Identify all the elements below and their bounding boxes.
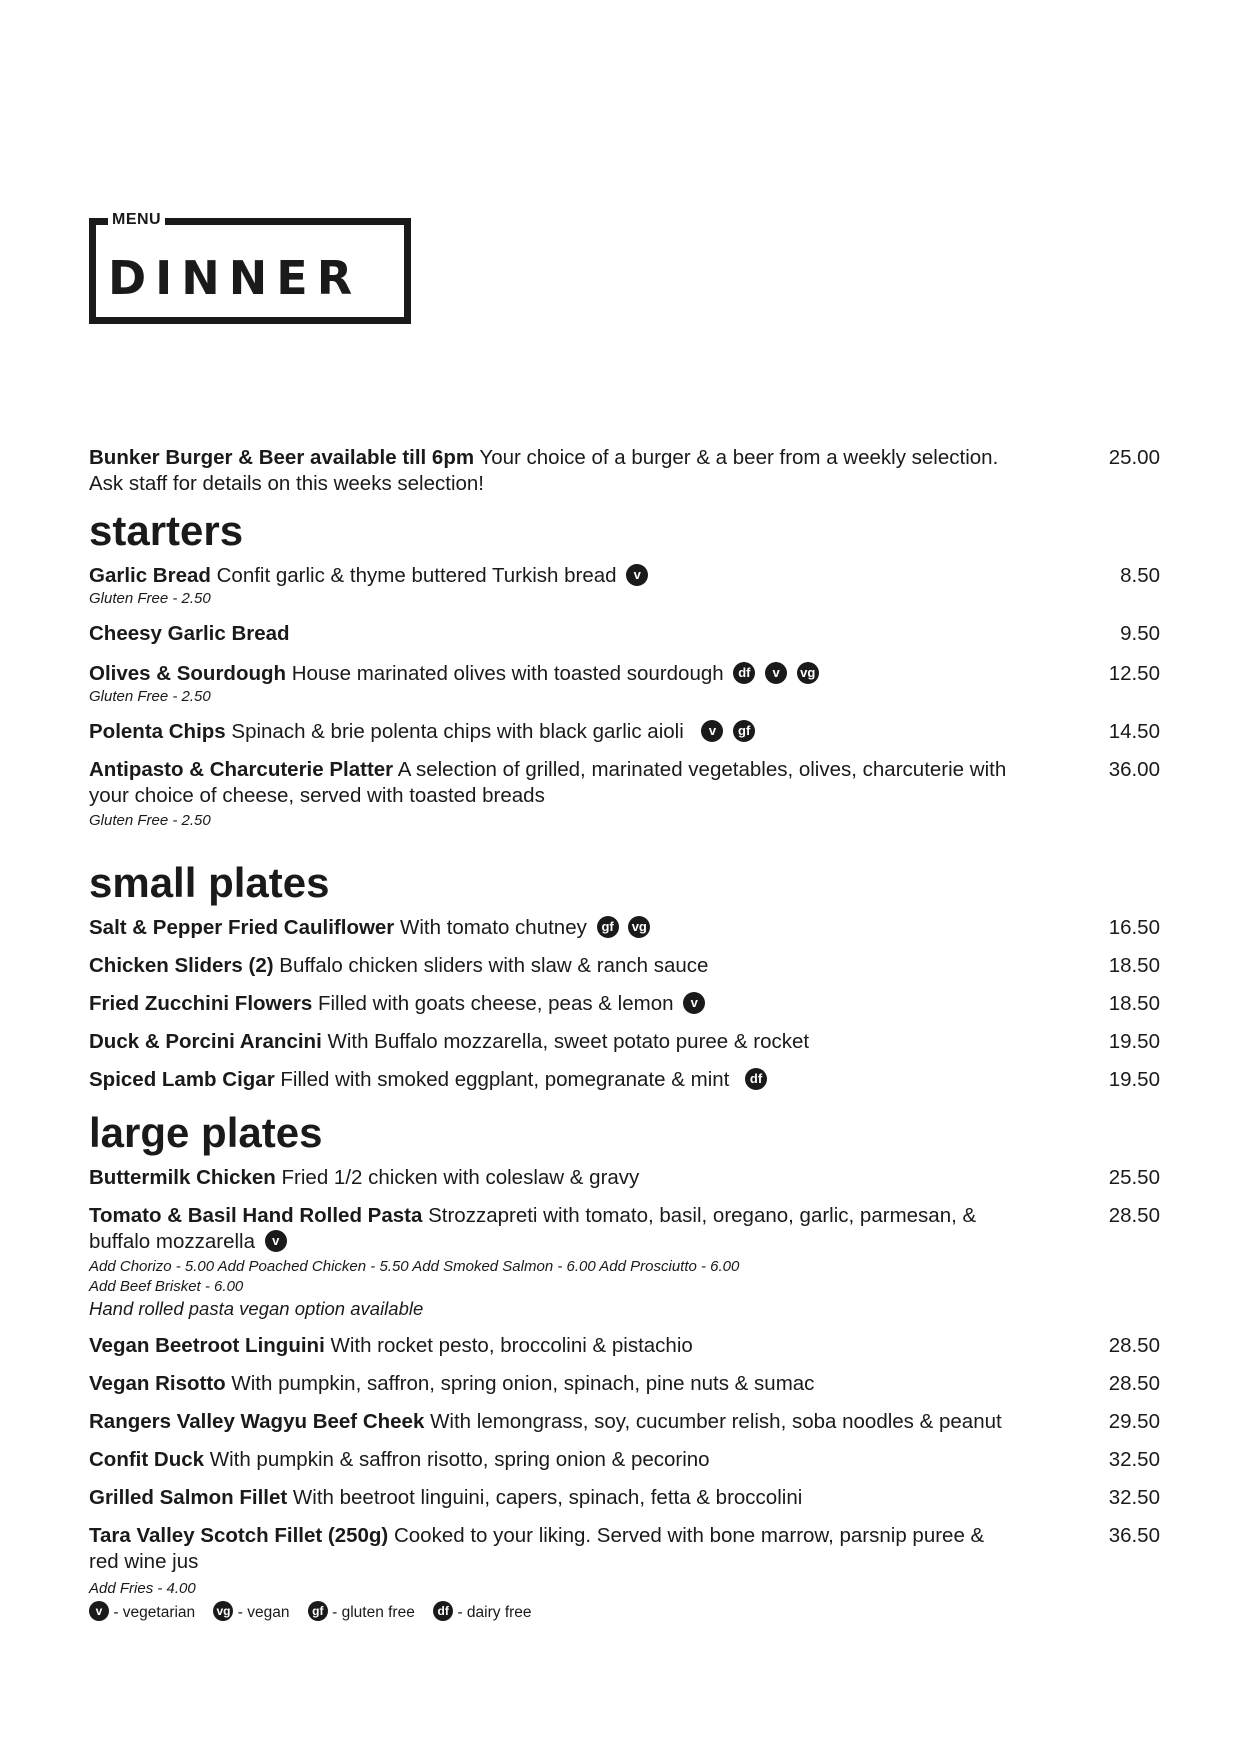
dairy-free-badge-icon: df (733, 662, 755, 684)
gluten-free-badge-icon: gf (733, 720, 755, 742)
item-name: Vegan Beetroot Linguini (89, 1334, 325, 1357)
menu-title: DINNER (108, 251, 362, 305)
item-desc: With rocket pesto, broccolini & pistachio (330, 1334, 693, 1357)
item-desc: With beetroot linguini, capers, spinach, fetta & broccolini (292, 1486, 803, 1509)
item-desc: A selection of grilled, marinated vegetables, olives, charcuterie with your choice of cheese, served with toasted breads (89, 758, 1007, 807)
item-price: 9.50 (1120, 622, 1160, 645)
promo-item (89, 445, 1160, 497)
item-price: 28.50 (1108, 1204, 1160, 1227)
item-desc: Filled with smoked eggplant, pomegranate & mint (280, 1068, 730, 1091)
item-price: 16.50 (1108, 916, 1160, 939)
menu-label: MENU (108, 211, 165, 229)
item-desc: With pumpkin & saffron risotto, spring onion & pecorino (209, 1448, 710, 1471)
menu-item (89, 991, 1160, 1017)
item-name: Confit Duck (89, 1448, 205, 1471)
legend-label: - dairy free (457, 1604, 532, 1621)
menu-content (89, 445, 1160, 1625)
item-price: 32.50 (1108, 1486, 1160, 1509)
item-price: 28.50 (1108, 1372, 1160, 1395)
legend-gluten-free (308, 1604, 415, 1621)
item-price: 14.50 (1108, 720, 1160, 743)
item-note: Gluten Free - 2.50 (89, 812, 211, 829)
item-name: Chicken Sliders (2) (89, 954, 274, 977)
menu-item (89, 1029, 1160, 1055)
vegetarian-badge-icon: v (765, 662, 787, 684)
item-desc: Buffalo chicken sliders with slaw & ranch sauce (279, 954, 709, 977)
item-price: 28.50 (1108, 1334, 1160, 1357)
item-price: 18.50 (1108, 954, 1160, 977)
item-desc: With pumpkin, saffron, spring onion, spinach, pine nuts & sumac (231, 1372, 815, 1395)
item-desc: Spinach & brie polenta chips with black garlic aioli (231, 720, 684, 743)
item-note: Add Chorizo - 5.00 Add Poached Chicken - 5.50 Add Smoked Salmon - 6.00 Add Prosciutto - 6.00 (89, 1258, 740, 1275)
legend-vegan (213, 1604, 289, 1621)
item-name: Cheesy Garlic Bread (89, 622, 290, 645)
item-price: 19.50 (1108, 1030, 1160, 1053)
item-name: Polenta Chips (89, 720, 226, 743)
item-desc: Confit garlic & thyme buttered Turkish bread (216, 564, 617, 587)
legend-dairy-free (433, 1604, 531, 1621)
menu-item (89, 1371, 1160, 1397)
section-title-large-plates: large plates (89, 1109, 323, 1156)
item-desc: Cooked to your liking. Served with bone marrow, parsnip puree & red wine jus (89, 1524, 985, 1573)
item-price: 8.50 (1120, 564, 1160, 587)
vegetarian-badge-icon: v (89, 1601, 109, 1621)
item-price: 25.50 (1108, 1166, 1160, 1189)
dietary-legend (89, 1601, 1160, 1625)
promo-desc: Your choice of a burger & a beer from a weekly selection. Ask staff for details on this weeks selection! (89, 446, 999, 495)
item-price: 36.50 (1108, 1524, 1160, 1547)
item-name: Tomato & Basil Hand Rolled Pasta (89, 1204, 423, 1227)
vegan-badge-icon: vg (213, 1601, 233, 1621)
vegan-badge-icon: vg (797, 662, 819, 684)
item-desc: With tomato chutney (400, 916, 587, 939)
item-name: Antipasto & Charcuterie Platter (89, 758, 394, 781)
menu-item (89, 1067, 1160, 1093)
item-price: 12.50 (1108, 662, 1160, 685)
promo-price: 25.00 (1108, 446, 1160, 469)
item-price: 32.50 (1108, 1448, 1160, 1471)
legend-label: - vegetarian (113, 1604, 196, 1621)
item-name: Grilled Salmon Fillet (89, 1486, 288, 1509)
legend-label: - gluten free (332, 1604, 415, 1621)
dairy-free-badge-icon: df (745, 1068, 767, 1090)
item-name: Spiced Lamb Cigar (89, 1068, 275, 1091)
item-name: Fried Zucchini Flowers (89, 992, 313, 1015)
item-price: 29.50 (1108, 1410, 1160, 1433)
menu-item (89, 757, 1160, 831)
menu-item (89, 953, 1160, 979)
menu-item (89, 621, 1160, 647)
menu-item (89, 1203, 1160, 1321)
item-note: Add Fries - 4.00 (89, 1580, 196, 1597)
item-desc: Fried 1/2 chicken with coleslaw & gravy (281, 1166, 640, 1189)
menu-item (89, 1485, 1160, 1511)
item-desc: House marinated olives with toasted sourdough (291, 662, 724, 685)
item-name: Olives & Sourdough (89, 662, 287, 685)
menu-item (89, 1447, 1160, 1473)
menu-item (89, 1165, 1160, 1191)
menu-item (89, 563, 1160, 609)
item-price: 36.00 (1108, 758, 1160, 781)
item-desc: Filled with goats cheese, peas & lemon (317, 992, 674, 1015)
menu-item (89, 1523, 1160, 1599)
item-desc: With Buffalo mozzarella, sweet potato puree & rocket (327, 1030, 810, 1053)
item-name: Tara Valley Scotch Fillet (250g) (89, 1524, 389, 1547)
vegetarian-badge-icon: v (265, 1230, 287, 1252)
item-desc: With lemongrass, soy, cucumber relish, soba noodles & peanut (430, 1410, 1002, 1433)
item-note: Hand rolled pasta vegan option available (89, 1298, 424, 1319)
vegetarian-badge-icon: v (626, 564, 648, 586)
item-price: 19.50 (1108, 1068, 1160, 1091)
menu-item (89, 1409, 1160, 1435)
menu-item (89, 719, 1160, 745)
section-title-starters: starters (89, 507, 244, 554)
vegetarian-badge-icon: v (683, 992, 705, 1014)
menu-item (89, 915, 1160, 941)
item-name: Buttermilk Chicken (89, 1166, 276, 1189)
item-note: Gluten Free - 2.50 (89, 688, 211, 705)
item-name: Garlic Bread (89, 564, 211, 587)
legend-label: - vegan (237, 1604, 290, 1621)
item-desc: Strozzapreti with tomato, basil, oregano, garlic, parmesan, & buffalo mozzarella (89, 1204, 977, 1253)
promo-name: Bunker Burger & Beer available till 6pm (89, 446, 475, 469)
item-name: Duck & Porcini Arancini (89, 1030, 322, 1053)
item-note: Gluten Free - 2.50 (89, 590, 211, 607)
menu-item (89, 1333, 1160, 1359)
menu-item (89, 661, 1160, 707)
legend-vegetarian (89, 1604, 195, 1621)
item-name: Salt & Pepper Fried Cauliflower (89, 916, 395, 939)
section-title-small-plates: small plates (89, 859, 330, 906)
item-name: Rangers Valley Wagyu Beef Cheek (89, 1410, 425, 1433)
gluten-free-badge-icon: gf (597, 916, 619, 938)
gluten-free-badge-icon: gf (308, 1601, 328, 1621)
menu-header-box (89, 211, 411, 324)
dairy-free-badge-icon: df (433, 1601, 453, 1621)
item-name: Vegan Risotto (89, 1372, 226, 1395)
vegan-badge-icon: vg (628, 916, 650, 938)
item-note: Add Beef Brisket - 6.00 (89, 1278, 244, 1295)
item-price: 18.50 (1108, 992, 1160, 1015)
vegetarian-badge-icon: v (701, 720, 723, 742)
